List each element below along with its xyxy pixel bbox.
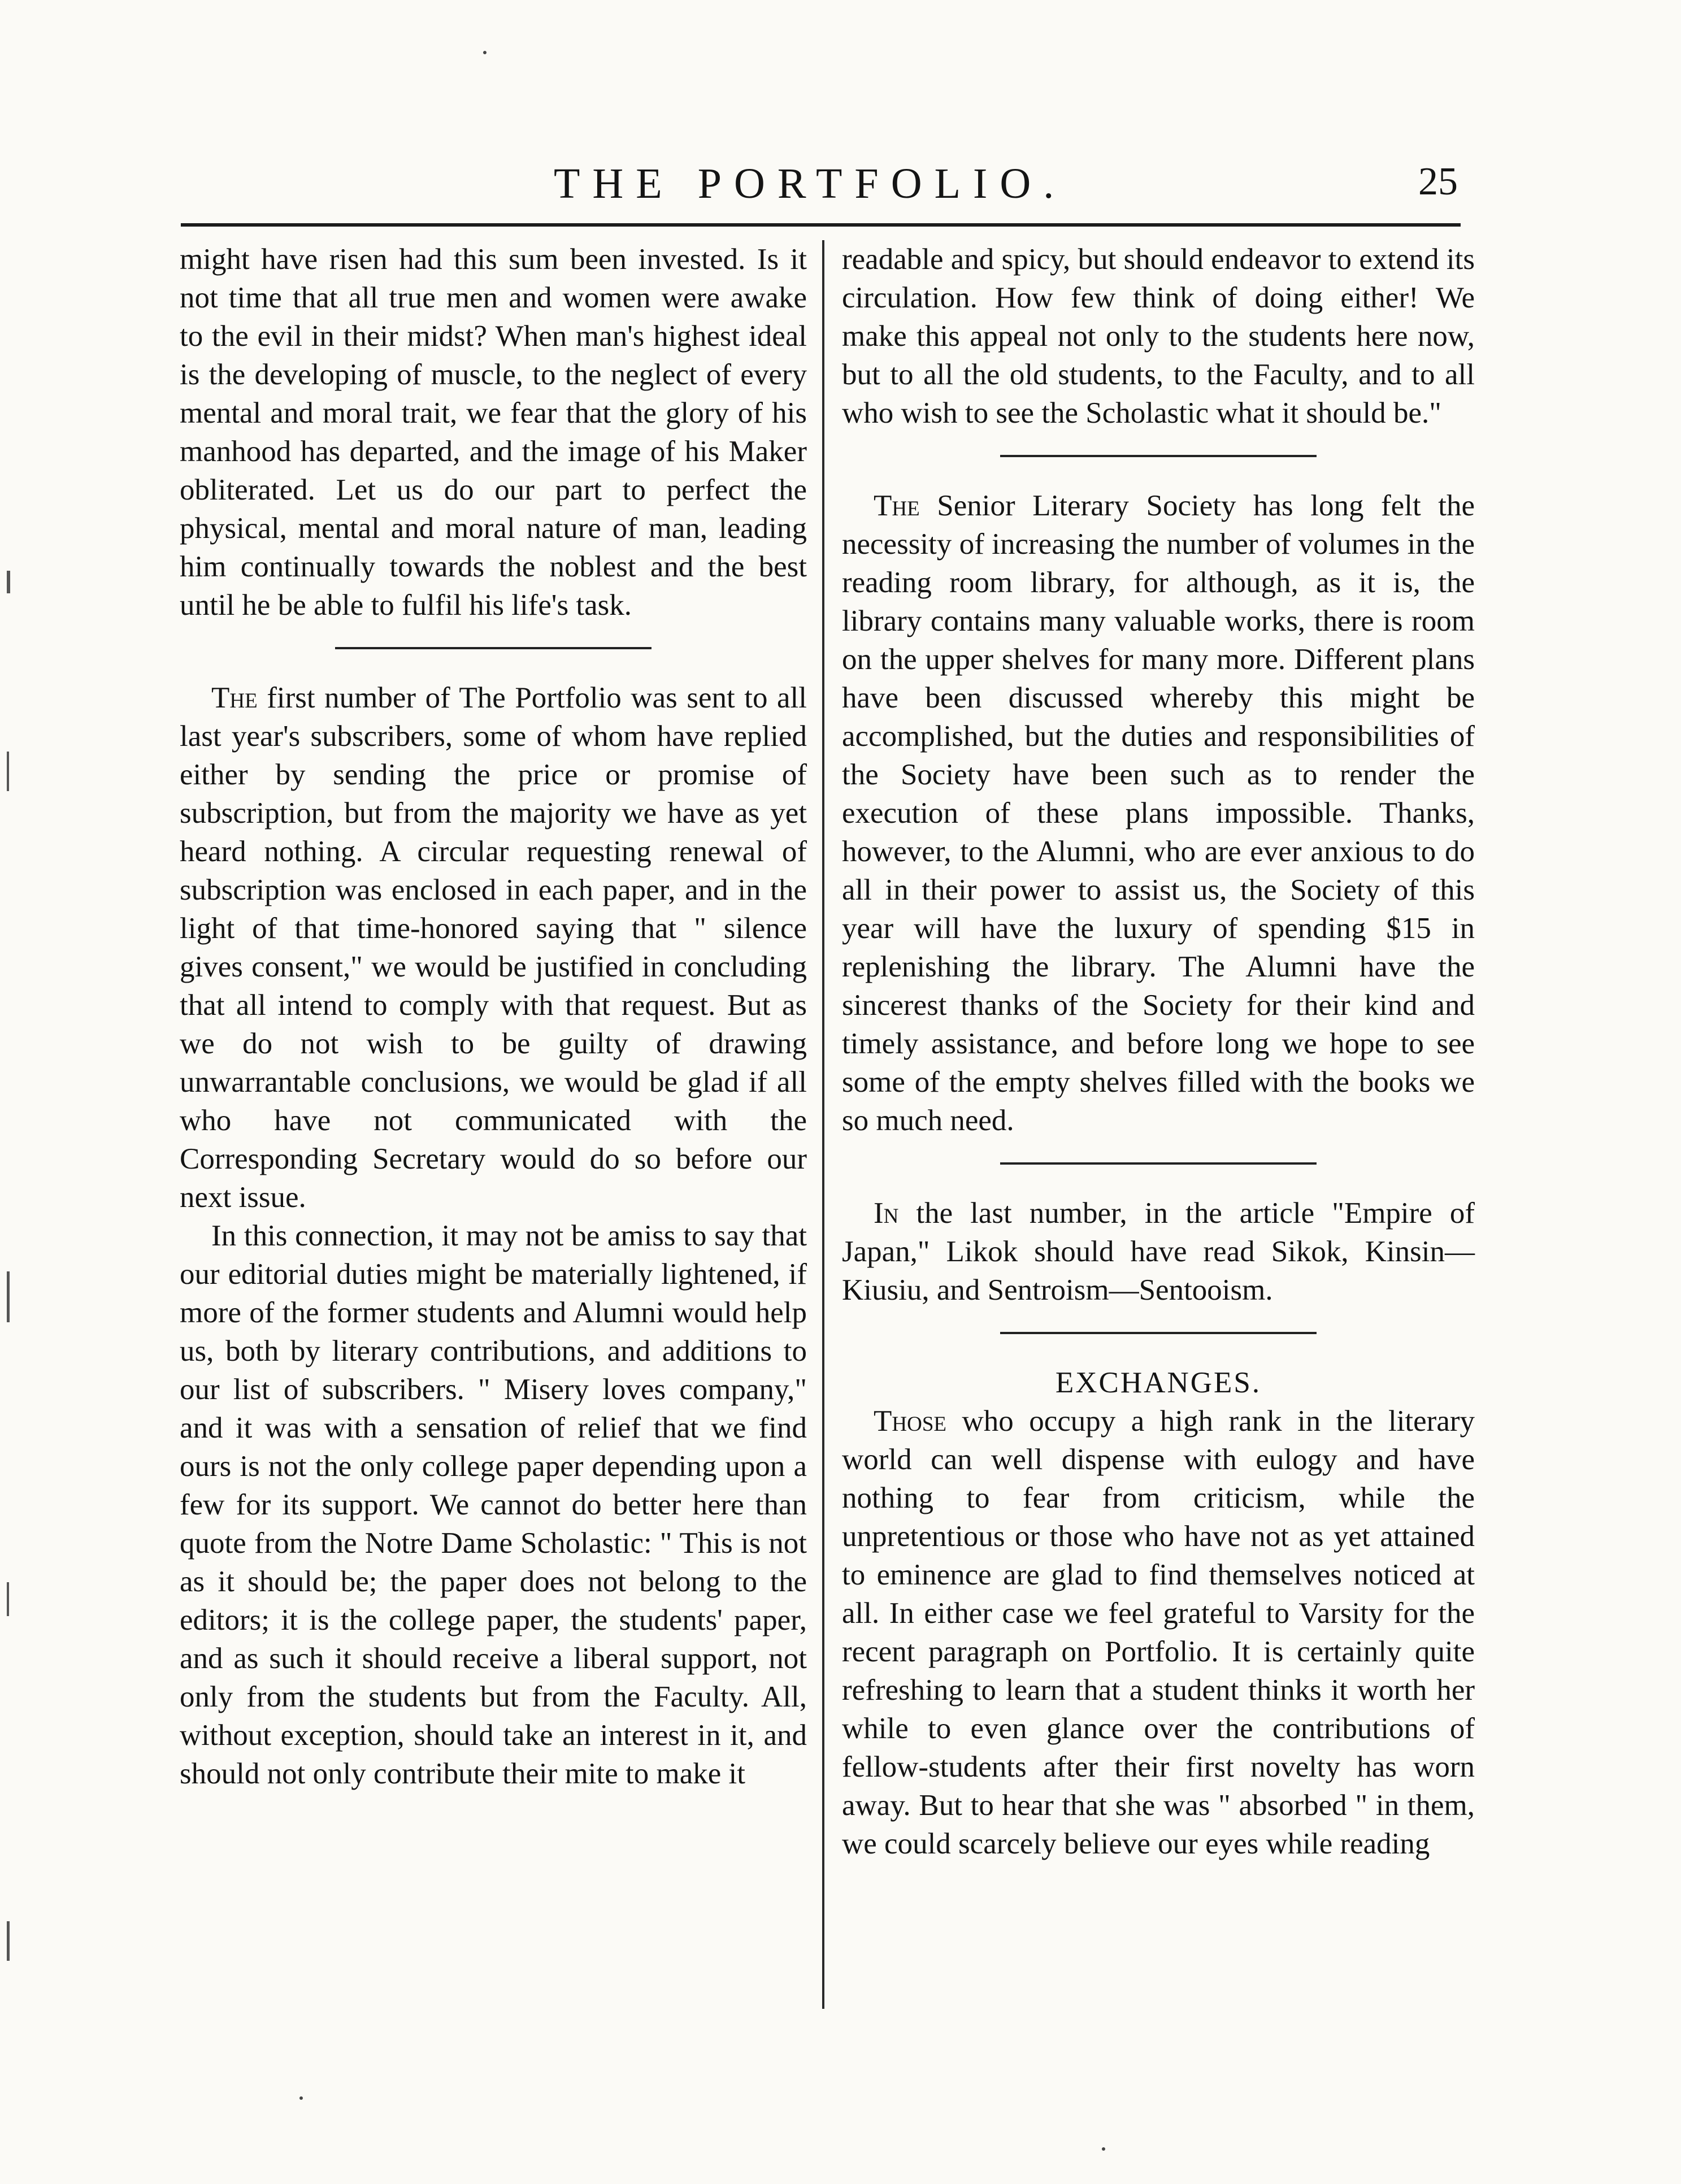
paragraph-correction	[842, 1194, 1475, 1309]
journal-title: THE PORTFOLIO.	[554, 160, 1067, 207]
paragraph-literary-society	[842, 487, 1475, 1140]
page-number: 25	[1418, 160, 1458, 203]
header-rule	[181, 223, 1461, 227]
scan-mark	[7, 752, 9, 791]
paragraph-lead: Those	[874, 1405, 946, 1438]
section-separator	[1000, 455, 1317, 457]
paragraph-text: who occupy a high rank in the literary world can well dispense with eulogy and have nothing to fear from criticism, while the unpretentious or those who have not as yet attained to eminence are glad to find themselves noticed at all. In either case we feel grateful to Varsity for the recent paragraph on Portfolio. It is certainly quite refreshing to learn that a student thinks it worth her while to even glance over the contributions of fellow-students after their first novelty has worn away. But to hear that she was " absorbed " in them, we could scarcely believe our eyes while reading	[842, 1405, 1475, 1860]
paragraph-exchanges	[842, 1402, 1475, 1863]
paragraph-lead: In	[874, 1197, 899, 1230]
paragraph-lead: The	[211, 681, 258, 714]
column-divider	[822, 240, 824, 2009]
paragraph-physical-culture	[180, 240, 807, 624]
paragraph-text: might have risen had this sum been invested. Is it not time that all true men and women were awake to the evil in their midst? When man's highest ideal is the developing of muscle, to the neglect of every mental and moral trait, we fear that the glory of his manhood has departed, and the image of his Maker obliterated. Let us do our part to perfect the physical, mental and moral nature of man, leading him continually towards the noblest and the best until he be able to fulfil his life's task.	[180, 243, 807, 622]
scan-speck	[299, 2096, 303, 2100]
section-separator	[1000, 1332, 1317, 1334]
paragraph-editorial-duties	[180, 1217, 807, 1793]
scan-speck	[1102, 2147, 1105, 2151]
paragraph-text: the last number, in the article "Empire of Japan," Likok should have read Sikok, Kinsin—Kiusiu, and Sentroism—Sentooism.	[842, 1197, 1475, 1306]
paragraph-text: readable and spicy, but should endeavor to extend its circulation. How few think of doing either! We make this appeal not only to the students here now, but to all the old students, to the Faculty, and to all who wish to see the Scholastic what it should be."	[842, 243, 1475, 429]
page-header	[181, 159, 1458, 205]
scan-speck	[483, 51, 487, 54]
scan-mark	[7, 1582, 9, 1616]
section-separator	[1000, 1162, 1317, 1165]
right-column	[842, 240, 1475, 1863]
section-separator	[335, 647, 651, 649]
exchanges-heading: EXCHANGES.	[1055, 1366, 1262, 1399]
scan-mark	[7, 1921, 10, 1961]
scan-mark	[7, 571, 10, 593]
left-column	[180, 240, 807, 1793]
paragraph-text: Senior Literary Society has long felt the necessity of increasing the number of volumes in the reading room library, for although, as it is, the library contains many valuable works, there is room on the upper shelves for many more. Different plans have been discussed whereby this might be accomplished, but the duties and responsibilities of the Society have been such as to render the execution of these plans impossible. Thanks, however, to the Alumni, who are ever anxious to do all in their power to assist us, the Society of this year will have the luxury of spending $15 in replenishing the library. The Alumni have the sincerest thanks of the Society for their kind and timely assistance, and before long we hope to see some of the empty shelves filled with the books we so much need.	[842, 489, 1475, 1137]
paragraph-text: In this connection, it may not be amiss to say that our editorial duties might be materially lightened, if more of the former students and Alumni would help us, both by literary contributions, and additions to our list of subscribers. " Misery loves company," and it was with a sensation of relief that we find ours is not the only college paper depending upon a few for its support. We cannot do better here than quote from the Notre Dame Scholastic: " This is not as it should be; the paper does not belong to the editors; it is the college paper, the students' paper, and as such it should receive a liberal support, not only from the students but from the Faculty. All, without exception, should take an interest in it, and should not only contribute their mite to make it	[180, 1219, 807, 1790]
paragraph-scholastic-quote-end	[842, 240, 1475, 432]
paragraph-subscriptions	[180, 679, 807, 1217]
scan-mark	[7, 1271, 10, 1322]
paragraph-lead: The	[874, 489, 920, 522]
paragraph-text: first number of The Portfolio was sent to all last year's subscribers, some of whom have replied either by sending the price or promise of subscription, but from the majority we have as yet heard nothing. A circular requesting renewal of subscription was enclosed in each paper, and in the light of that time-honored saying that " silence gives consent," we would be justified in concluding that all intend to comply with that request. But as we do not wish to be guilty of drawing unwarrantable conclusions, we would be glad if all who have not communicated with the Corresponding Secretary would do so before our next issue.	[180, 681, 807, 1214]
